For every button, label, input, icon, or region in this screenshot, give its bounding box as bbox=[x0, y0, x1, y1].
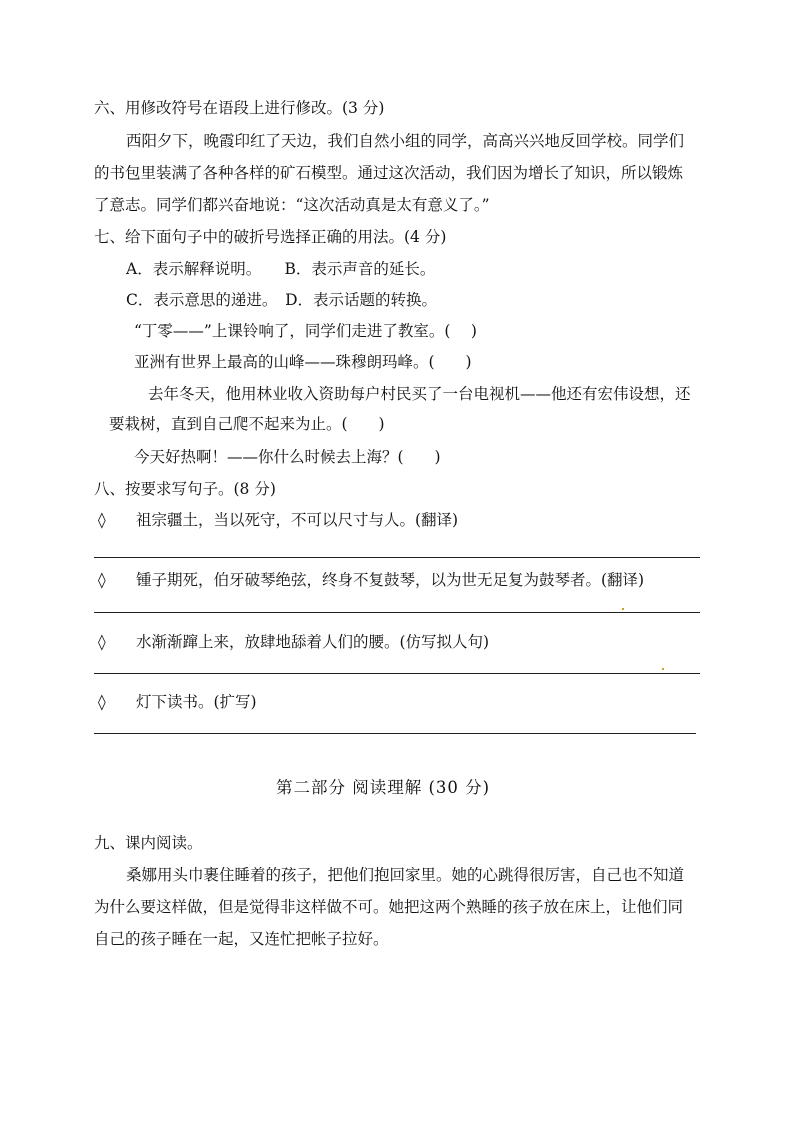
speck-mark bbox=[662, 668, 664, 670]
section-7-options-row-2: C．表示意思的递进。 D．表示话题的转换。 bbox=[126, 291, 438, 309]
section-9-paragraph-line-1: 桑娜用头巾裹住睡着的孩子，把他们抱回家里。她的心跳得很厉害，自己也不知道 bbox=[126, 866, 685, 884]
answer-line-1 bbox=[94, 557, 700, 558]
section-6-paragraph-line-1: 西阳夕下，晚霞印红了天边，我们自然小组的同学，高高兴兴地反回学校。同学们 bbox=[126, 132, 685, 150]
section-7-heading: 七、给下面句子中的破折号选择正确的用法。(4 分) bbox=[94, 228, 447, 246]
speck-mark bbox=[622, 608, 624, 610]
section-7-item-2: 亚洲有世界上最高的山峰——珠穆朗玛峰。( ) bbox=[134, 353, 472, 371]
section-9-paragraph-line-3: 自己的孩子睡在一起，又连忙把帐子拉好。 bbox=[94, 930, 389, 948]
section-7-options-row-1: A．表示解释说明。 B．表示声音的延长。 bbox=[126, 260, 436, 278]
section-7-item-3-line-1: 去年冬天，他用林业收入资助每户村民买了一台电视机——他还有宏伟设想，还 bbox=[148, 385, 691, 403]
section-6-paragraph-line-3: 了意志。同学们都兴奋地说：“这次活动真是太有意义了。” bbox=[94, 196, 490, 214]
section-8-item-4-text: 灯下读书。(扩写) bbox=[136, 693, 257, 711]
diamond-bullet-icon: ◊ bbox=[98, 633, 106, 651]
answer-line-3 bbox=[94, 673, 700, 674]
answer-line-4 bbox=[94, 733, 696, 734]
diamond-bullet-icon: ◊ bbox=[98, 511, 106, 529]
section-9-paragraph-line-2: 为什么要这样做，但是觉得非这样做不可。她把这两个熟睡的孩子放在床上，让他们同 bbox=[94, 898, 684, 916]
section-8-item-1-text: 祖宗疆土，当以死守，不可以尺寸与人。(翻译) bbox=[136, 511, 459, 529]
section-8-item-1 bbox=[98, 510, 458, 530]
section-8-item-2-text: 锺子期死，伯牙破琴绝弦，终身不复鼓琴，以为世无足复为鼓琴者。(翻译) bbox=[136, 571, 645, 589]
section-8-item-3-text: 水渐渐蹿上来，放肆地舔着人们的腰。(仿写拟人句) bbox=[136, 633, 490, 651]
section-6-heading: 六、用修改符号在语段上进行修改。(3 分) bbox=[94, 99, 385, 117]
diamond-bullet-icon: ◊ bbox=[98, 693, 106, 711]
section-8-item-4 bbox=[98, 692, 257, 712]
section-8-item-2 bbox=[98, 570, 644, 590]
section-8-heading: 八、按要求写句子。(8 分) bbox=[94, 480, 276, 498]
diamond-bullet-icon: ◊ bbox=[98, 571, 106, 589]
section-7-item-3-line-2: 要栽树，直到自己爬不起来为止。( ) bbox=[109, 415, 385, 433]
section-8-item-3 bbox=[98, 632, 489, 652]
answer-line-2 bbox=[94, 612, 700, 613]
section-9-heading: 九、课内阅读。 bbox=[94, 834, 203, 852]
part-2-title: 第二部分 阅读理解 (30 分) bbox=[276, 778, 491, 797]
section-7-item-1: “丁零——”上课铃响了，同学们走进了教室。( ) bbox=[134, 322, 477, 340]
section-7-item-4: 今天好热啊！——你什么时候去上海？( ) bbox=[134, 448, 441, 466]
section-6-paragraph-line-2: 的书包里装满了各种各样的矿石模型。通过这次活动，我们因为增长了知识，所以锻炼 bbox=[94, 164, 684, 182]
